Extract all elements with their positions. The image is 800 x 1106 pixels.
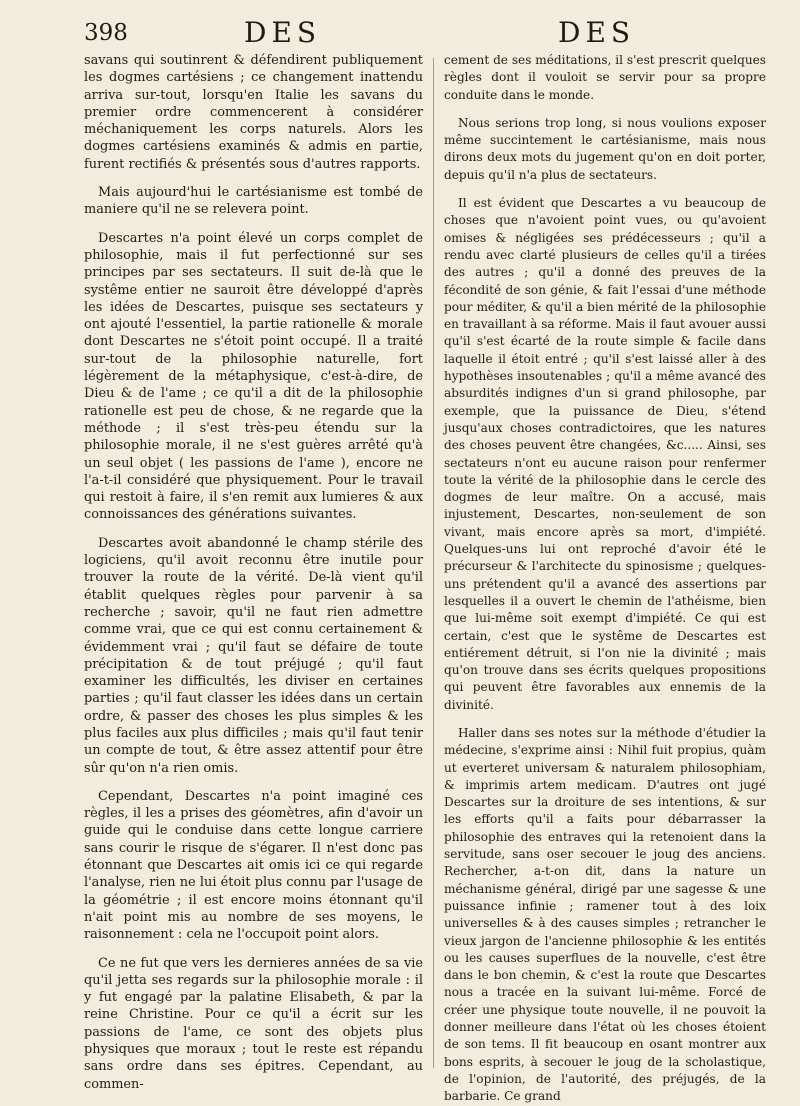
column-divider [433, 58, 434, 1068]
paragraph: Descartes n'a point élevé un corps complet de philosophie, mais il fut perfectionné sur ses principes par ses sectateurs. Il suit de-là que le systême entier ne sauroit être développé d'après les idées de Descartes, puisque ses sectateurs y ont ajouté l'essentiel, la partie rationelle & morale dont Descartes ne s'étoit point occupé. Il a traité sur-tout de la philosophie naturelle, fort légèrement de la métaphysique, c'est-à-dire, de Dieu & de l'ame ; ce qu'il a dit de la philosophie rationelle est peu de chose, & ne regarde que la méthode ; il s'est très-peu étendu sur la philosophie morale, il ne s'est guères arrêté qu'à un seul objet ( les passions de l'ame ), encore ne l'a-t-il considéré que physiquement. Pour le travail qui restoit à faire, il s'en remit aux lumieres & aux connoissances des générations suivantes. [84, 230, 423, 523]
running-head-left: DES [244, 16, 322, 49]
paragraph: savans qui soutinrent & défendirent publiquement les dogmes cartésiens ; ce changement inattendu arriva sur-tout, lorsqu'en Italie les savans du premier ordre commencerent à considérer méchaniquement les corps naturels. Alors les dogmes cartésiens examinés & admis en partie, furent rectifiés & présentés sous d'autres rapports. [84, 53, 423, 172]
running-head-right: DES [558, 16, 636, 49]
paragraph: Il est évident que Descartes a vu beaucoup de choses que n'avoient point vues, ou qu'avoient omises & négligées ses prédécesseurs ; qu'il a rendu avec clarté plusieurs de celles qu'il a tirées des autres ; qu'il a donné des preuves de la fécondité de son génie, & fait l'essai d'une méthode pour méditer, & qu'il a bien mérité de la philosophie en travaillant à sa réforme. Mais il faut avouer aussi qu'il s'est écarté de la route simple & facile dans laquelle il étoit entré ; qu'il s'est laissé aller à des hypothèses insoutenables ; qu'il a même avancé des absurdités indignes d'un si grand philosophe, par exemple, que la puissance de Dieu, s'étend jusqu'aux choses contradictoires, que les natures des choses peuvent être changées, &c..... Ainsi, ses sectateurs n'ont eu aucune raison pour renfermer toute la vérité de la philosophie dans le cercle des dogmes de leur maître. On a accusé, mais injustement, Descartes, non-seulement de son vivant, mais encore après sa mort, d'impiété. Quelques-uns lui ont reproché d'avoir été le précurseur & l'architecte du spinosisme ; quelques-uns prétendent qu'il a avancé des assertions par lesquelles il a ouvert le chemin de l'athéisme, bien que lui-même soit exempt d'impiété. Ce qui est certain, c'est que le systême de Descartes est entiérement détruit, si l'on nie la divinité ; mais qu'on trouve dans ses écrits quelques propositions qui peuvent être favorables aux ennemis de la divinité. [444, 196, 766, 712]
paragraph: Cependant, Descartes n'a point imaginé ces règles, il les a prises des géomètres, afin d'avoir un guide qui le conduise dans cette longue carriere sans courir le risque de s'égarer. Il n'est donc pas étonnant que Descartes ait omis ici ce qui regarde l'analyse, rien ne lui étoit plus connu par l'usage de la géométrie ; il est encore moins étonnant qu'il n'ait point mis au nombre de ses moyens, le raisonnement : cela ne l'occupoit point alors. [84, 788, 423, 943]
paragraph: Mais aujourd'hui le cartésianisme est tombé de maniere qu'il ne se relevera point. [84, 185, 423, 218]
paragraph: Haller dans ses notes sur la méthode d'étudier la médecine, s'exprime ainsi : Nihil fuit propius, quàm ut everteret universam & naturalem philosophiam, & imprimis artem medicam. D'autres ont jugé Descartes sur la droiture de ses intentions, & sur les efforts qu'il a faits pour débarrasser la philosophie des entraves qui la retenoient dans la servitude, sans oser secouer le joug des anciens. Rechercher, a-t-on dit, dans la nature un méchanisme général, dirigé par une sagesse & une puissance infinie ; ramener tout à des loix universelles & à des causes simples ; retrancher le vieux jargon de l'ancienne philosophie & les entités ou les causes superflues de la nouvelle, c'est être dans le bon chemin, & c'est la route que Descartes nous a tracée en la suivant lui-même. Forcé de créer une physique toute nouvelle, il ne pouvoit la donner meilleure dans l'état où les choses étoient de son tems. Il fit beaucoup en osant montrer aux bons esprits, à secouer le joug de la scholastique, de l'opinion, de l'autorité, des préjugés, de la barbarie. Ce grand [444, 725, 766, 1104]
page-header [0, 14, 800, 54]
left-column [84, 52, 423, 1093]
paragraph: Descartes avoit abandonné le champ stérile des logiciens, qu'il avoit reconnu être inutile pour trouver la route de la vérité. De-là vient qu'il établit quelques règles pour parvenir à sa recherche ; savoir, qu'il ne faut rien admettre comme vrai, que ce qui est connu certainement & évidemment vrai ; qu'il faut se défaire de toute précipitation & de tout préjugé ; qu'il faut examiner les difficultés, les diviser en certaines parties ; qu'il faut classer les idées dans un certain ordre, & passer des choses les plus simples & les plus faciles aux plus difficiles ; mais qu'il faut tenir un compte de tout, & être assez attentif pour être sûr qu'on n'a rien omis. [84, 535, 423, 776]
paragraph: Ce ne fut que vers les dernieres années de sa vie qu'il jetta ses regards sur la philosophie morale : il y fut engagé par la palatine Elisabeth, & par la reine Christine. Pour ce qu'il a écrit sur les passions de l'ame, ce sont des objets plus physiques que moraux ; tout le reste est répandu sans ordre dans ses épitres. Cependant, au commen- [84, 955, 423, 1092]
right-column [444, 52, 766, 1106]
paragraph: Nous serions trop long, si nous voulions exposer même succintement le cartésianisme, mais nous dirons deux mots du jugement qu'on en doit porter, depuis qu'il n'a plus de sectateurs. [444, 115, 766, 182]
paragraph: cement de ses méditations, il s'est prescrit quelques règles dont il vouloit se servir pour sa propre conduite dans le monde. [444, 53, 766, 102]
page-number: 398 [84, 20, 128, 46]
